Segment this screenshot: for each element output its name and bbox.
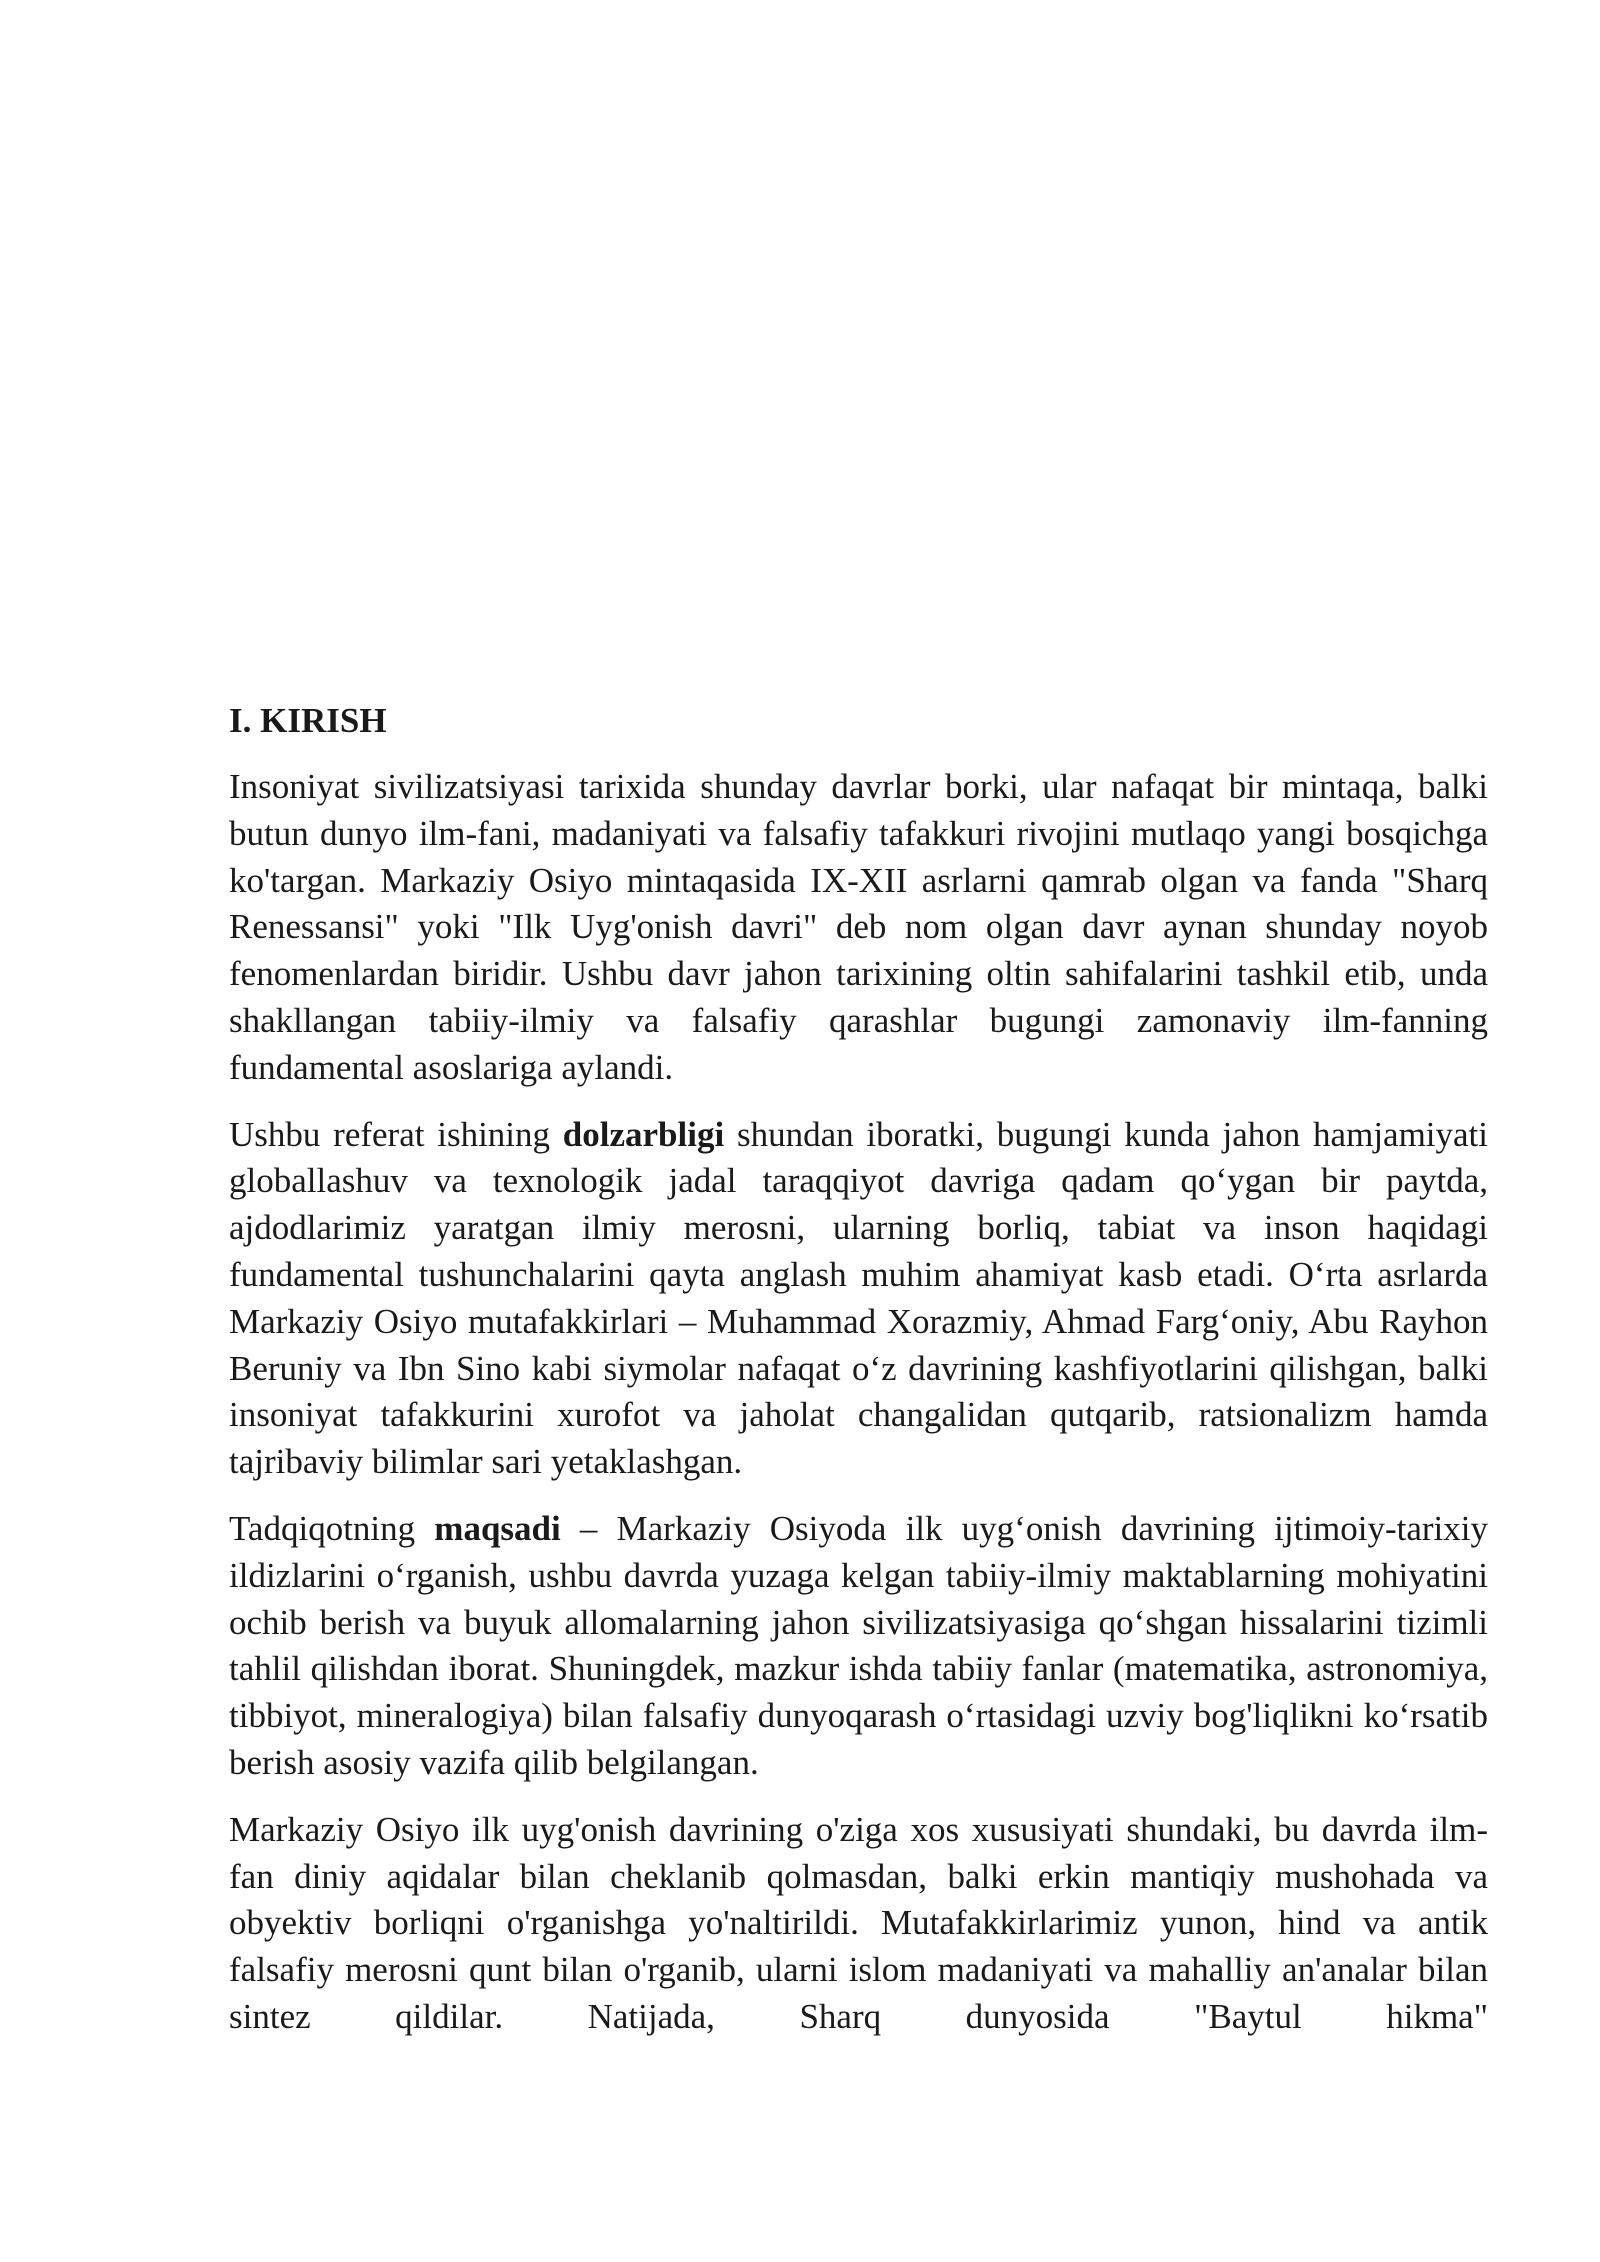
paragraph-goal-body: – Markaziy Osiyoda ilk uyg‘onish davrining ijtimoiy-tarixiy ildizlarini o‘rganish, ushbu davrda yuzaga kelgan tabiiy-ilmiy maktablarning mohiyatini ochib berish va buyuk allomalarning jahon sivilizatsiyasiga qo‘shgan hissalarini tizimli tahlil qilishdan iborat. Shuningdek, mazkur ishda tabiiy fanlar (matematika, astronomiya, tibbiyot, mineralogiya) bilan falsafiy dunyoqarash o‘rtasidagi uzviy bog'liqlikni ko‘rsatib berish asosiy vazifa qilib belgilangan. [229, 1508, 1488, 1782]
term-relevance: dolzarbligi [562, 1114, 725, 1154]
paragraph-features: Markaziy Osiyo ilk uyg'onish davrining o'ziga xos xususiyati shundaki, bu davrda ilm-fan diniy aqidalar bilan cheklanib qolmasdan, balki erkin mantiqiy mushohada va obyektiv borliqni o'rganishga yo'naltirildi. Mutafakkirlarimiz yunon, hind va antik falsafiy merosni qunt bilan o'rganib, ularni islom madaniyati va mahalliy an'analar bilan sintez qildilar. Natijada, Sharq dunyosida "Baytul hikma" [229, 1809, 1488, 2036]
section-heading: I. KIRISH [229, 701, 387, 740]
paragraph-goal-lead: Tadqiqotning [229, 1508, 435, 1548]
paragraph-goal [229, 1506, 1488, 1787]
paragraph-relevance-lead: Ushbu referat ishining [229, 1114, 563, 1154]
term-goal: maqsadi [434, 1508, 561, 1548]
paragraph-intro: Insoniyat sivilizatsiyasi tarixida shunday davrlar borki, ular nafaqat bir mintaqa, balki butun dunyo ilm-fani, madaniyati va falsafiy tafakkuri rivojini mutlaqo yangi bosqichga ko'targan. Markaziy Osiyo mintaqasida IX-XII asrlarni qamrab olgan va fanda "Sharq Renessansi" yoki "Ilk Uyg'onish davri" deb nom olgan davr aynan shunday noyob fenomenlardan biridir. Ushbu davr jahon tarixining oltin sahifalarini tashkil etib, unda shakllangan tabiiy-ilmiy va falsafiy qarashlar bugungi zamonaviy ilm-fanning fundamental asoslariga aylandi. [229, 767, 1488, 1087]
document-body [229, 694, 1488, 2061]
paragraph-relevance [229, 1112, 1488, 1486]
paragraph-relevance-body: shundan iboratki, bugungi kunda jahon hamjamiyati globallashuv va texnologik jadal taraqqiyot davriga qadam qo‘ygan bir paytda, ajdodlarimiz yaratgan ilmiy merosni, ularning borliq, tabiat va inson haqidagi fundamental tushunchalarini qayta anglash muhim ahamiyat kasb etadi. O‘rta asrlarda Markaziy Osiyo mutafakkirlari – Muhammad Xorazmiy, Ahmad Farg‘oniy, Abu Rayhon Beruniy va Ibn Sino kabi siymolar nafaqat o‘z davrining kashfiyotlarini qilishgan, balki insoniyat tafakkurini xurofot va jaholat changalidan qutqarib, ratsionalizm hamda tajribaviy bilimlar sari yetaklashgan. [229, 1114, 1489, 1482]
